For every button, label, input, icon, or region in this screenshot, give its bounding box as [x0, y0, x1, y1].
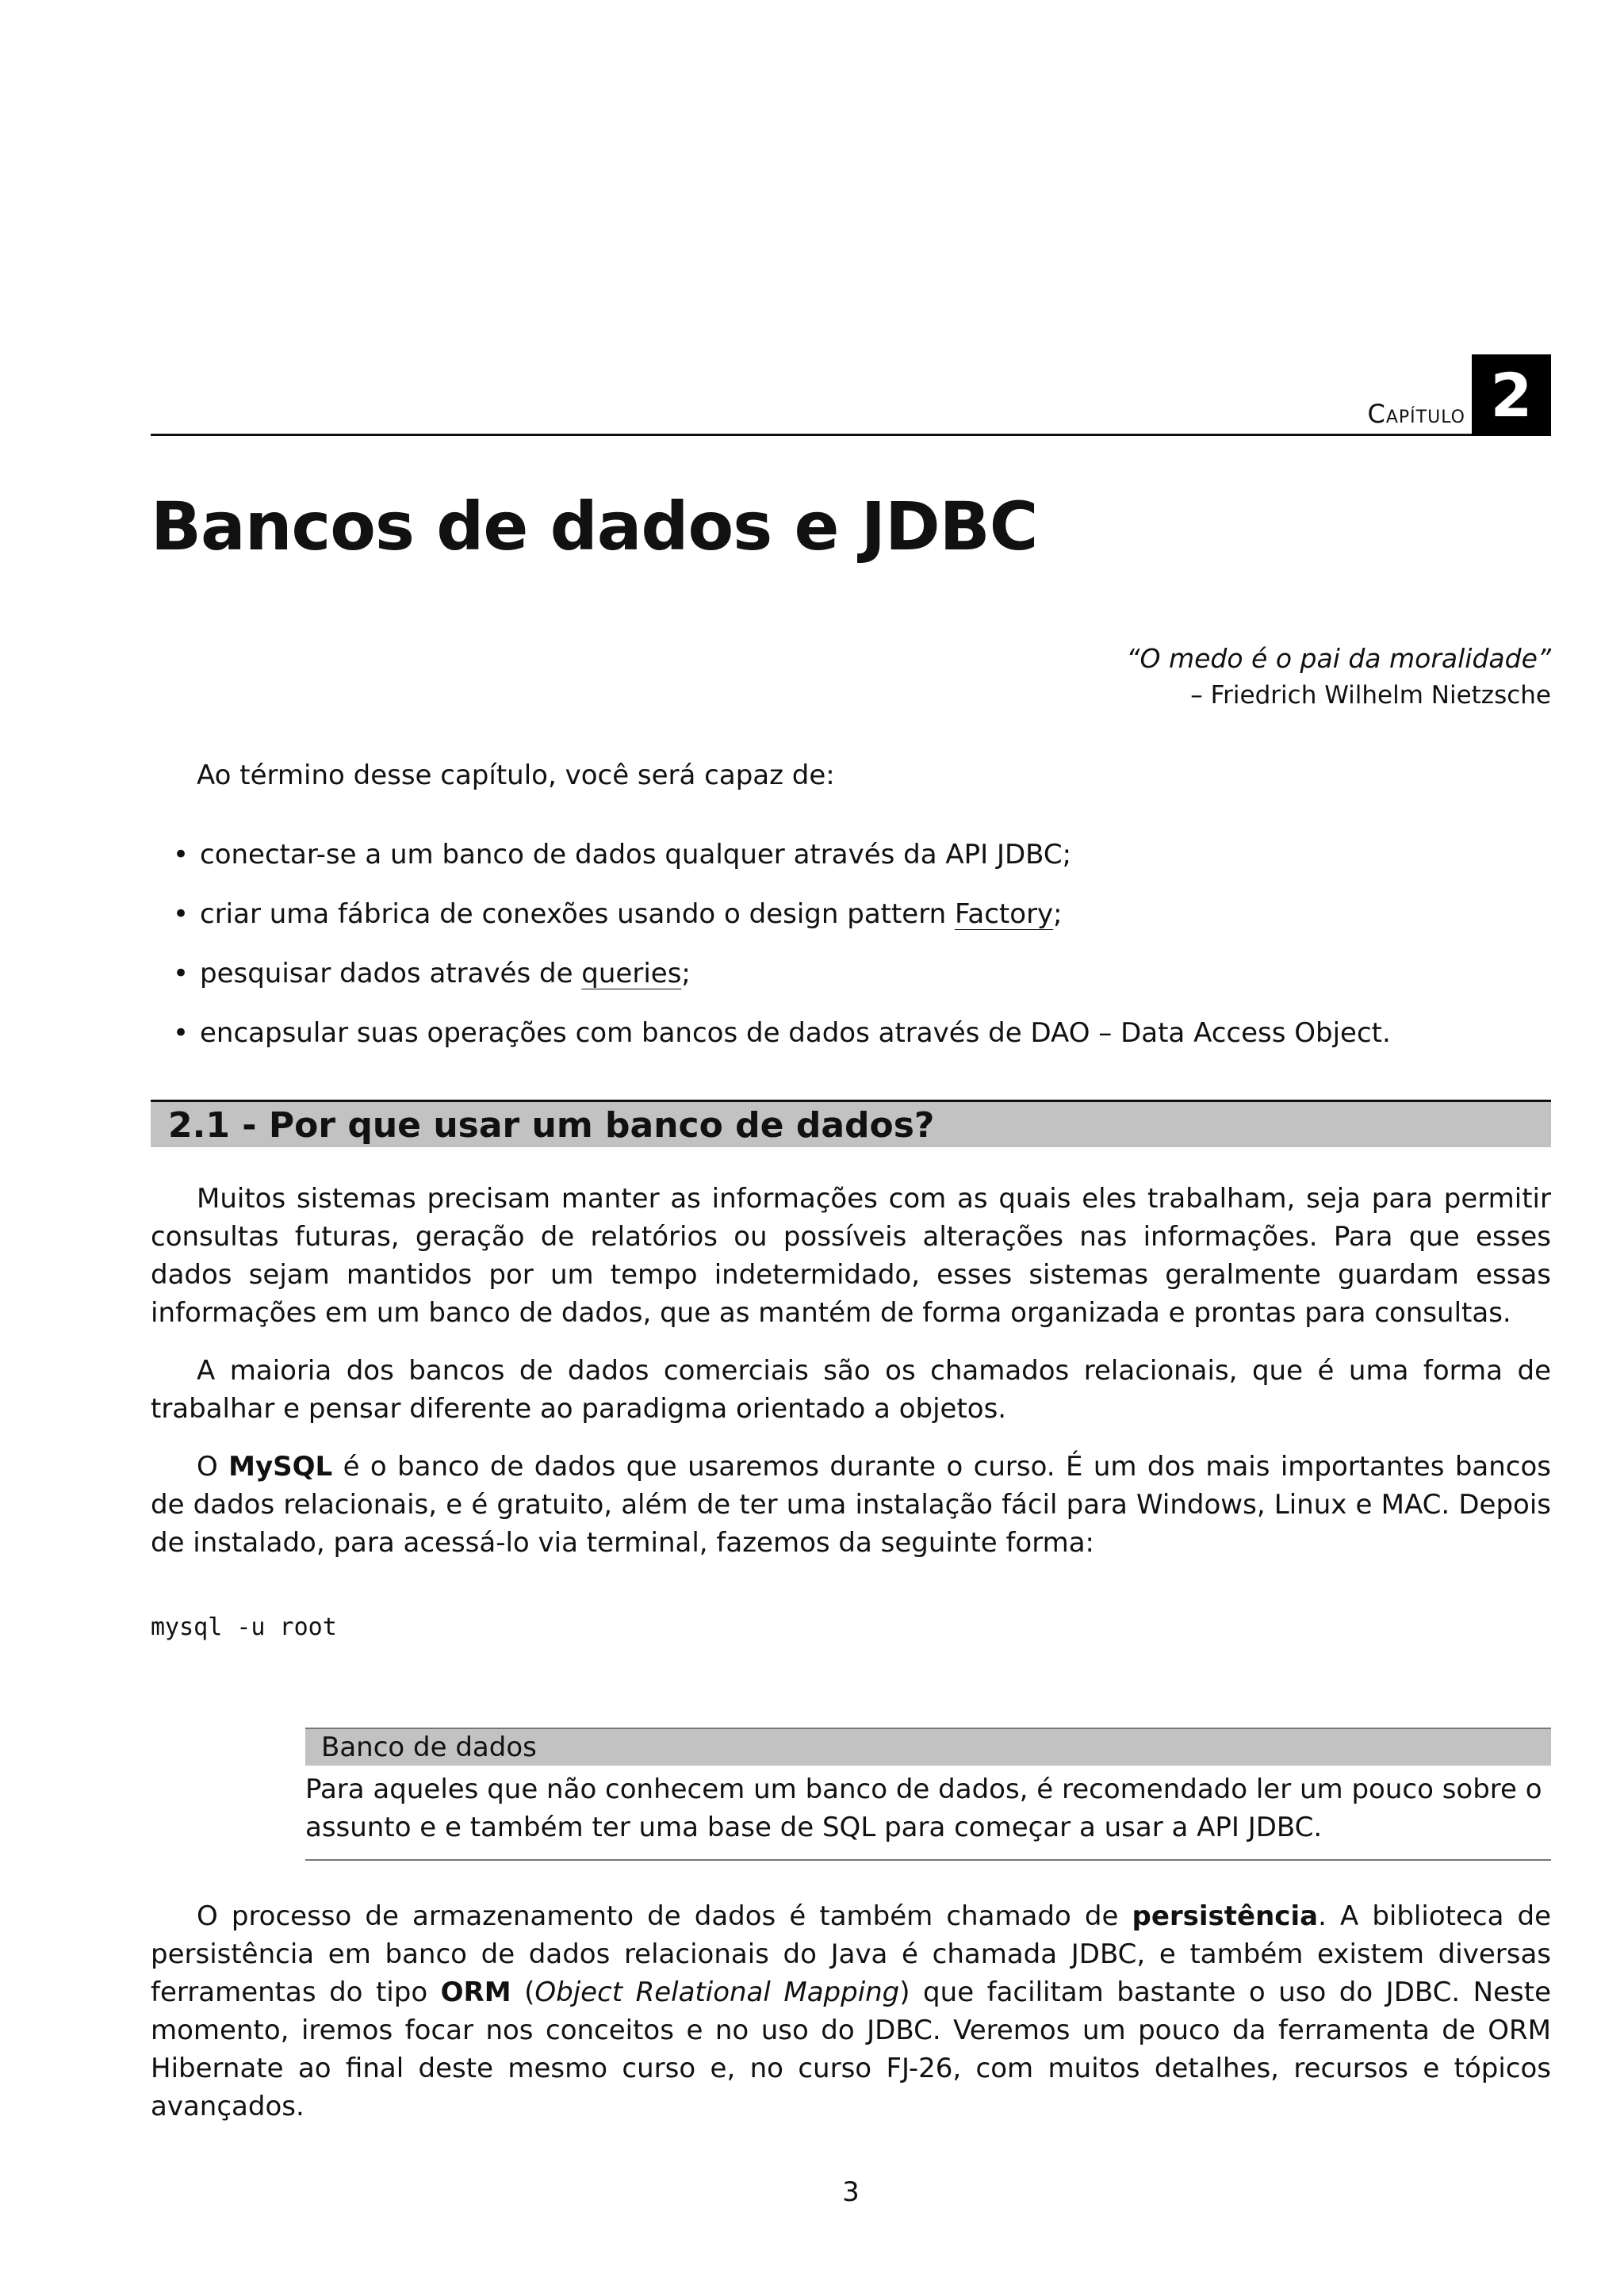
mysql-term: MySQL	[228, 1451, 333, 1483]
epigraph	[1126, 641, 1551, 714]
objective-text: pesquisar dados através de	[200, 958, 582, 989]
orm-term: ORM	[440, 1976, 511, 2008]
bullet-icon: •	[173, 898, 190, 930]
objectives-intro: Ao término desse capítulo, você será capaz de:	[197, 760, 835, 791]
section-title: 2.1 - Por que usar um banco de dados?	[168, 1105, 935, 1146]
paragraph	[151, 1897, 1551, 2126]
orm-expansion: Object Relational Mapping	[534, 1976, 900, 2008]
text-run: O	[197, 1451, 229, 1483]
note-title: Banco de dados	[305, 1729, 1551, 1766]
document-page	[151, 0, 1551, 2296]
list-item	[173, 1017, 1391, 1077]
epigraph-quote: “O medo é o pai da moralidade”	[1126, 643, 1551, 674]
section-heading	[151, 1100, 1551, 1147]
objective-text: conectar-se a um banco de dados qualquer através da API JDBC;	[200, 839, 1072, 871]
code-snippet: mysql -u root	[151, 1613, 337, 1641]
objective-punct: ;	[681, 958, 691, 989]
paragraph	[151, 1448, 1551, 1562]
paragraph: Muitos sistemas precisam manter as informações com as quais eles trabalham, seja para permitir consultas futuras, geração de relatórios ou possíveis alterações nas informações. Para que esses dados sejam mantidos por um tempo indetermidado, esses sistemas geralmente guardam essas informações em um banco de dados, que as mantém de forma organizada e prontas para consultas.	[151, 1183, 1551, 1329]
epigraph-author: – Friedrich Wilhelm Nietzsche	[1190, 681, 1551, 710]
text-run: é o banco de dados que usaremos durante o curso. É um dos mais importantes bancos de dados relacionais, e é gratuito, além de ter uma instalação fácil para Windows, Linux e MAC. Depois de instalado, para acessá-lo via terminal, fazemos da seguinte forma:	[151, 1451, 1551, 1559]
bullet-icon: •	[173, 1017, 190, 1049]
objective-text: criar uma fábrica de conexões usando o design pattern	[200, 898, 955, 930]
bullet-icon: •	[173, 839, 190, 871]
list-item	[173, 958, 1391, 1017]
note-body: Para aqueles que não conhecem um banco de dados, é recomendado ler um pouco sobre o assunto e e também ter uma base de SQL para começar a usar a API JDBC.	[305, 1774, 1542, 1843]
paragraph: A maioria dos bancos de dados comerciais são os chamados relacionais, que é uma forma de trabalhar e pensar diferente ao paradigma orientado a objetos.	[151, 1355, 1551, 1425]
objective-text: encapsular suas operações com bancos de dados através de DAO – Data Access Object.	[200, 1017, 1391, 1049]
chapter-header	[151, 354, 1551, 436]
page-number: 3	[842, 2176, 860, 2208]
queries-term: queries	[581, 958, 682, 989]
chapter-number: 2	[1472, 354, 1551, 436]
list-item	[173, 839, 1391, 898]
text-run: . A biblioteca de persistência em banco de dados relacionais do Java é chamada JDBC, e também existem diversas ferramentas do tipo	[151, 1900, 1551, 2008]
text-run: O processo de armazenamento de dados é também chamado de	[197, 1900, 1132, 1932]
objectives-list	[173, 839, 1391, 1077]
bullet-icon: •	[173, 958, 190, 989]
note-box	[305, 1728, 1551, 1861]
chapter-title: Bancos de dados e JDBC	[151, 488, 1038, 565]
text-run: (	[511, 1976, 535, 2008]
text-run: ) que facilitam bastante o uso do JDBC. Neste momento, iremos focar nos conceitos e no uso do JDBC. Veremos um pouco da ferramenta de ORM Hibernate ao final deste mesmo curso e, no curso FJ-26, com muitos detalhes, recursos e tópicos avançados.	[151, 1976, 1551, 2122]
factory-term: Factory	[954, 898, 1054, 930]
list-item	[173, 898, 1391, 958]
objective-punct: ;	[1053, 898, 1063, 930]
chapter-label: Capítulo	[1367, 399, 1465, 429]
persistencia-term: persistência	[1132, 1900, 1319, 1932]
